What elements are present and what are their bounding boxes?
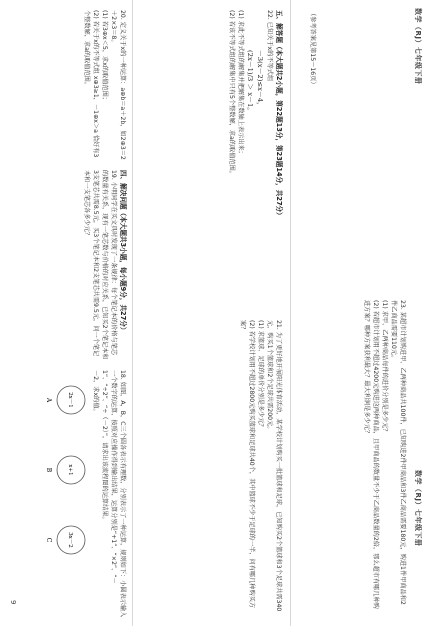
q23-sub2: (2) 若超市计划用不超过4200元购进这两种商品，且甲商品的数量不少于乙商品数量的2倍，那么超市有哪几种购进方案？哪种方案获利最大？最大利润是多少元？	[363, 300, 379, 609]
q22-system	[245, 50, 265, 300]
header-title-right: 数学（RJ）七年级下册	[414, 470, 422, 547]
circle-a-label: A	[45, 397, 52, 403]
footer-note: （参考答案见第15～16页）	[309, 10, 316, 88]
circle-c	[45, 526, 85, 554]
q22-system-line1: －3(x－2)≤x－4，	[256, 50, 264, 109]
q20-text: 20. 定义关于x的一种运算：a⊕b＝a＋2b，如2⊕3＝2＋2×3＝8。	[110, 10, 126, 160]
circle-c-op: 3x－2	[67, 532, 73, 548]
top-band	[290, 0, 427, 626]
circle-a	[45, 386, 85, 414]
q21-block	[238, 320, 283, 616]
middle-band	[132, 0, 291, 626]
q20-sub1: (1) 若3⊕x＜5，求x的取值范围；	[101, 10, 108, 103]
q21-text: 21. 为了更好地开展阳光体育活动，某学校计划购买一批篮球和足球，已知购买2个篮球和3个足球共需340元，购买1个篮球和2个足球共需200元。	[266, 320, 282, 612]
q22-sub1: (1) 求此不等式组的解集并把解集在数轴上表示出来；	[237, 10, 244, 157]
section5-block	[227, 10, 283, 300]
q23-text: 23. 某超市计划购进甲、乙两种商品共100件，已知购进2件甲商品和3件乙商品需要180元，购进1件甲商品和2件乙商品需要110元。	[390, 300, 406, 605]
circle-a-op: 2x－1	[67, 392, 73, 408]
q23-sub1: (1) 求甲、乙两种商品每件的进价分别是多少元？	[381, 300, 388, 435]
footer-note-block	[308, 10, 317, 210]
q21-sub1: (1) 求篮球、足球的单价分别是多少元？	[257, 320, 264, 430]
section4-title: 四、解决问题（本大题共3小题，每小题9分，共27分）	[119, 170, 127, 334]
q21-sub2: (2) 若学校计划用不超过2800元购买篮球和足球共40个，其中篮球不少于足球的一半，问有哪几种购买方案？	[239, 320, 255, 609]
q22-sub2: (2) 若该不等式组的解集中只有5个整数解，求a的取值范围。	[228, 10, 235, 177]
circle-c-label: C	[45, 537, 52, 543]
q18-circles-diagram	[41, 370, 91, 570]
section4-block	[82, 170, 127, 360]
header-title-left: 数学（RJ）七年级下册	[414, 8, 422, 85]
circle-b	[45, 456, 85, 484]
page-number: 9	[9, 600, 17, 605]
q18-answer-label: －2，求x的值。	[92, 370, 99, 415]
q20-block	[82, 10, 127, 160]
circle-b-label: B	[45, 467, 52, 473]
q22-text: 22. 已知关于x的不等式组	[266, 10, 273, 82]
circle-b-op: x+1	[67, 464, 73, 476]
q19-text: 19. 小明同学在买文具时发现了一条规律：每个笔记本的价格与笔芯的数量有关系，现有一笔芯数与价格的对应关系，已知买2个笔记本和3支笔芯共需8.5元，买3个笔记本和2支笔芯共需9.5元，问一个笔记本和一支笔芯各多少元？	[83, 170, 117, 360]
q20-sub2: (2) 若关于x的不等式组 x⊕3≥1，－1⊕x＞a 恰好有3个整数解，求a的取值范围。	[83, 10, 99, 158]
q18-text: 18. 如图，A，B，C三个圆各表示有理数，分别表示了一种运算，规则如下：小圆表示输入一个数字的运算，按照对应操作得到输出结果，运算分别是“+1”、“×2”、“－1”、“÷2”、“÷（－2）”，请求出该流程图的运算结果。	[101, 370, 126, 618]
section5-title: 五、解答题（本大题共2小题，第22题13分，第23题14分，共27分）	[275, 10, 283, 219]
q23-block	[362, 300, 407, 610]
bottom-band	[0, 0, 133, 626]
q18-block	[37, 370, 127, 620]
q22-system-line2: (2x－1)/3 ＞ x－1。	[246, 50, 254, 115]
